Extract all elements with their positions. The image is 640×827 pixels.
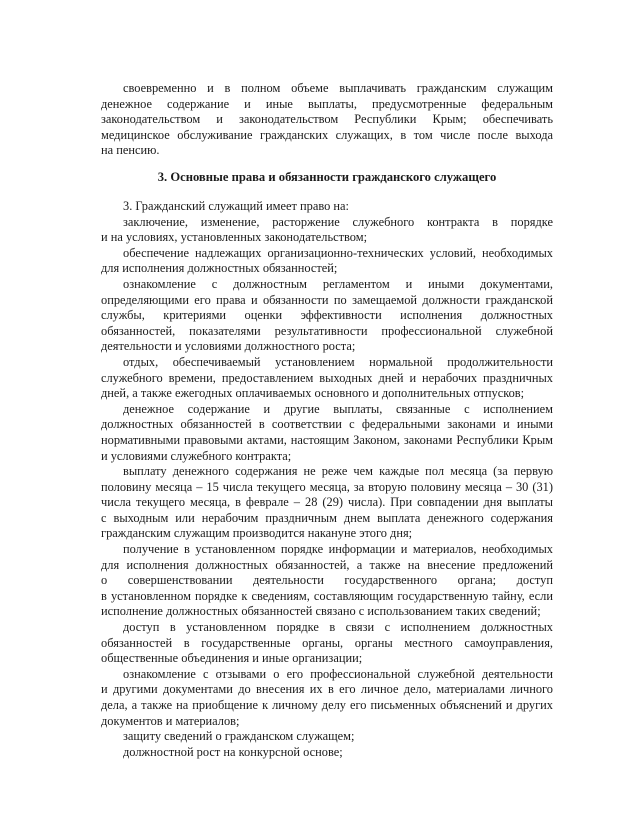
text-line: получение в установленном порядке информации и материалов, необходимых bbox=[123, 542, 553, 557]
text-line: денежное содержание и иные выплаты, предусмотренные федеральным bbox=[101, 96, 553, 111]
text-line: с выходным или нерабочим праздничным днем выплата денежного содержания bbox=[101, 510, 553, 525]
text-line: документов и материалов; bbox=[101, 713, 240, 728]
text-line: и другими документами до внесения их в его личное дело, материалами личного bbox=[101, 682, 553, 697]
text-line: в установленном порядке к сведениям, составляющим государственную тайну, если bbox=[101, 588, 553, 603]
text-line: должностных обязанностей в соответствии с федеральными законами и иными bbox=[101, 417, 553, 432]
text-line: ознакомление с отзывами о его профессиональной служебной деятельности bbox=[123, 666, 553, 681]
text-line: половину месяца – 15 числа текущего месяца, за вторую половину месяца – 30 (31) bbox=[101, 479, 553, 494]
text-line: о совершенствовании деятельности государственного органа; доступ bbox=[101, 573, 553, 588]
text-line: для исполнения должностных обязанностей, а также на внесение предложений bbox=[101, 557, 553, 572]
text-line: дней, а также ежегодных оплачиваемых основного и дополнительных отпусков; bbox=[101, 386, 525, 401]
text-line: защиту сведений о гражданском служащем; bbox=[123, 729, 355, 744]
text-line: должностной рост на конкурсной основе; bbox=[123, 744, 343, 759]
text-line: обеспечение надлежащих организационно-технических условий, необходимых bbox=[123, 245, 553, 260]
text-line: ознакомление с должностным регламентом и иными документами, bbox=[123, 276, 553, 291]
text-line: исполнение должностных обязанностей связано с использованием таких сведений; bbox=[101, 604, 541, 619]
text-line: доступ в установленном порядке в связи с исполнением должностных bbox=[123, 620, 553, 635]
text-line: денежное содержание и другие выплаты, связанные с исполнением bbox=[123, 401, 553, 416]
rights-list bbox=[101, 199, 553, 760]
text-line: обязанностей в государственные органы, органы местного самоуправления, bbox=[101, 635, 553, 650]
text-line: обязанностей, показателями результативности профессиональной служебной bbox=[101, 323, 553, 338]
text-line: службы, критериями оценки эффективности исполнения должностных bbox=[101, 308, 553, 323]
text-line: и на условиях, установленных законодательством; bbox=[101, 230, 368, 245]
text-line: общественные объединения и иные организации; bbox=[101, 651, 363, 666]
text-line: нормативными правовыми актами, настоящим Законом, законами Республики Крым bbox=[101, 432, 553, 447]
paragraph-obligations-end bbox=[101, 81, 553, 159]
text-line: выплату денежного содержания не реже чем каждые пол месяца (за первую bbox=[123, 464, 553, 479]
text-line: отдых, обеспечиваемый установлением нормальной продолжительности bbox=[123, 354, 553, 369]
text-line: заключение, изменение, расторжение служебного контракта в порядке bbox=[123, 214, 553, 229]
text-line: для исполнения должностных обязанностей; bbox=[101, 261, 338, 276]
text-line: дела, а также на приобщение к личному делу его письменных объяснений и других bbox=[101, 698, 553, 712]
text-line: гражданским служащим производится накануне этого дня; bbox=[101, 526, 413, 541]
text-line: на пенсию. bbox=[101, 143, 160, 158]
text-line: своевременно и в полном объеме выплачивать гражданским служащим bbox=[123, 81, 553, 95]
text-line: деятельности и условиями должностного роста; bbox=[101, 339, 356, 354]
text-line: 3. Гражданский служащий имеет право на: bbox=[123, 199, 349, 213]
text-line: служебного времени, предоставлением выходных дней и нерабочих праздничных bbox=[101, 370, 553, 385]
section-heading: 3. Основные права и обязанности гражданского служащего bbox=[157, 170, 497, 184]
text-line: законодательством и законодательством Республики Крым; обеспечивать bbox=[101, 112, 553, 127]
text-line: определяющими его права и обязанности по замещаемой должности гражданской bbox=[101, 292, 553, 307]
text-line: и условиями служебного контракта; bbox=[101, 448, 292, 463]
text-line: медицинское обслуживание гражданских служащих, в том числе после выхода bbox=[101, 127, 553, 142]
text-line: числа текущего месяца, в феврале – 28 (29) числа). При совпадении дня выплаты bbox=[101, 495, 553, 510]
